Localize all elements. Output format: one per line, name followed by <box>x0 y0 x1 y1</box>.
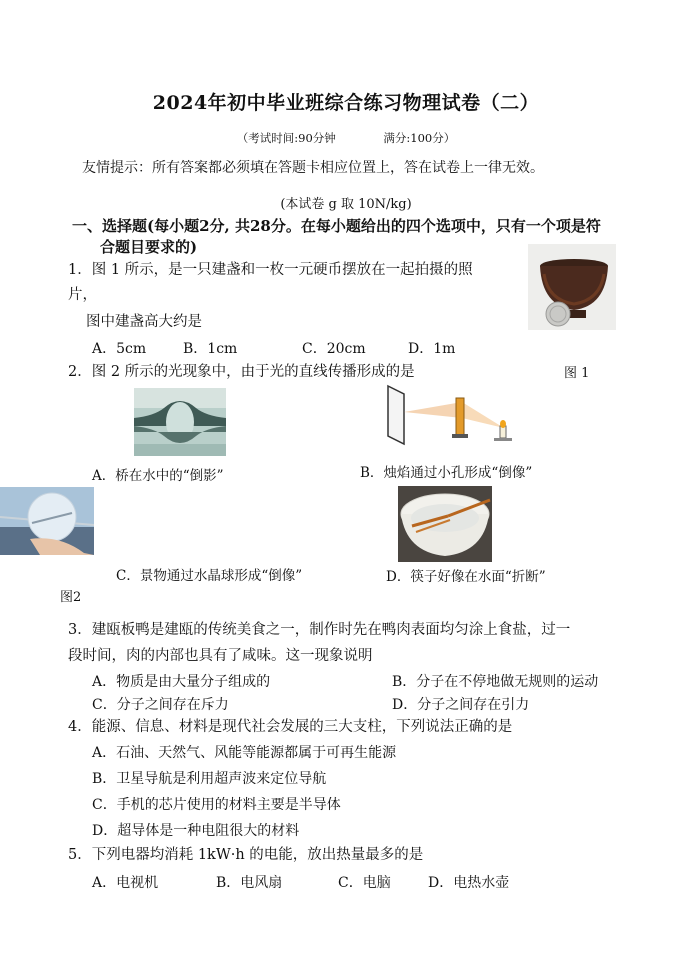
q2-caption-d: D．筷子好像在水面“折断” <box>386 569 546 585</box>
figure1-bowl-photo <box>528 244 616 330</box>
section-heading-line2: 合题目要求的) <box>100 238 198 256</box>
section-heading <box>72 216 601 258</box>
exam-meta <box>0 130 692 146</box>
q3-option-a: A．物质是由大量分子组成的 <box>92 674 271 690</box>
q1-line1: 1．图 1 所示，是一只建盏和一枚一元硬币摆放在一起拍摄的照 <box>68 262 473 278</box>
exam-time: （考试时间:90分钟 <box>236 131 336 145</box>
q5-option-c: C．电脑 <box>338 875 391 891</box>
q2-caption-b: B．烛焰通过小孔形成“倒像” <box>360 465 533 481</box>
figure2-label: 图2 <box>60 590 82 605</box>
gravity-note: (本试卷 g 取 10N/kg) <box>280 197 412 212</box>
section-heading-line1: 一、选择题(每小题2分, 共28分。在每小题给出的四个选项中，只有一个项是符 <box>72 217 601 235</box>
q3-option-c: C．分子之间存在斥力 <box>92 697 229 713</box>
q5-option-b: B．电风扇 <box>216 875 283 891</box>
figure2c-crystal-ball-photo <box>0 487 94 555</box>
q1-option-c: C．20cm <box>302 341 366 357</box>
q3-line2: 段时间，肉的内部也具有了咸味。这一现象说明 <box>68 648 373 664</box>
q5-option-a: A．电视机 <box>92 875 159 891</box>
exam-score: 满分:100分） <box>383 131 456 145</box>
q4-option-b: B．卫星导航是利用超声波来定位导航 <box>92 771 327 787</box>
q4-option-d: D．超导体是一种电阻很大的材料 <box>92 823 300 839</box>
q2-caption-c: C．景物通过水晶球形成“倒像” <box>116 568 303 584</box>
q2-stem: 2．图 2 所示的光现象中，由于光的直线传播形成的是 <box>68 364 415 380</box>
q4-option-c: C．手机的芯片使用的材料主要是半导体 <box>92 797 341 813</box>
figure2a-bridge-photo <box>134 388 226 456</box>
q1-option-d: D．1m <box>408 341 456 357</box>
q4-stem: 4．能源、信息、材料是现代社会发展的三大支柱，下列说法正确的是 <box>68 719 513 735</box>
q1-line3: 图中建盏高大约是 <box>86 314 202 330</box>
q2-caption-a: A．桥在水中的“倒影” <box>92 468 224 484</box>
friendly-tip: 友情提示：所有答案都必须填在答题卡相应位置上，答在试卷上一律无效。 <box>82 160 544 176</box>
q1-option-b: B．1cm <box>183 341 238 357</box>
q1-option-a: A．5cm <box>92 341 147 357</box>
q5-stem: 5．下列电器均消耗 1kW·h 的电能，放出热量最多的是 <box>68 847 424 863</box>
figure2d-chopsticks-photo <box>398 486 492 562</box>
figure1-label: 图 1 <box>564 366 590 381</box>
q3-option-b: B．分子在不停地做无规则的运动 <box>392 674 599 690</box>
q1-line2: 片， <box>68 287 97 303</box>
q3-line1: 3．建瓯板鸭是建瓯的传统美食之一，制作时先在鸭肉表面均匀涂上食盐，过一 <box>68 622 571 638</box>
figure2b-pinhole-diagram <box>382 384 522 450</box>
exam-title: 2024年初中毕业班综合练习物理试卷（二） <box>152 92 540 114</box>
q4-option-a: A．石油、天然气、风能等能源都属于可再生能源 <box>92 745 397 761</box>
q3-option-d: D．分子之间存在引力 <box>392 697 530 713</box>
q5-option-d: D．电热水壶 <box>428 875 510 891</box>
